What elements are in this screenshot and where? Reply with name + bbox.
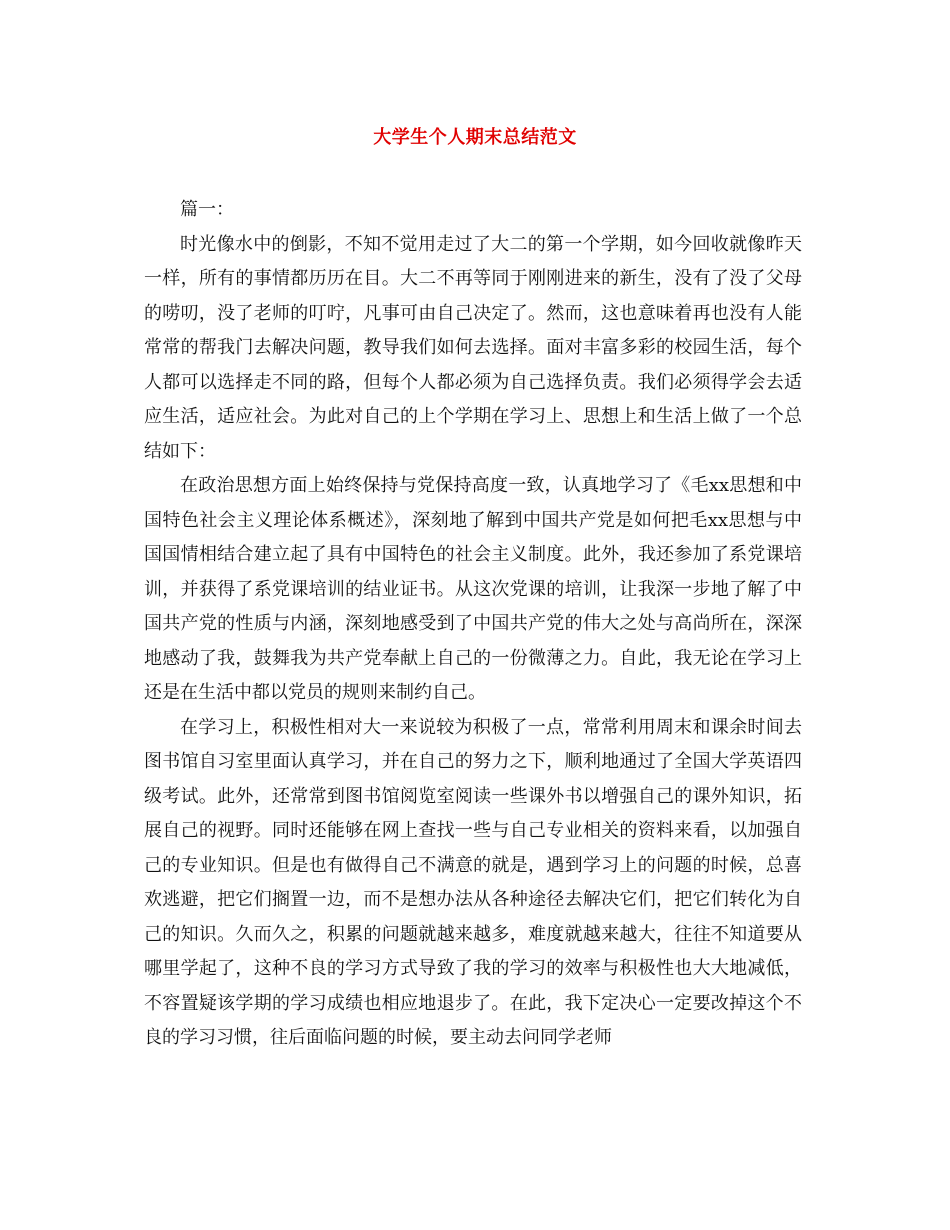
- document-title: 大学生个人期末总结范文: [373, 127, 577, 148]
- paragraph-3: 在学习上，积极性相对大一来说较为积极了一点，常常利用周末和课余时间去图书馆自习室里面认真学习，并在自己的努力之下，顺利地通过了全国大学英语四级考试。此外，还常常到图书馆阅览室阅读一些课外书以增强自己的课外知识，拓展自己的视野。同时还能够在网上查找一些与自己专业相关的资料来看，以加强自己的专业知识。但是也有做得自己不满意的就是，遇到学习上的问题的时候，总喜欢逃避，把它们搁置一边，而不是想办法从各种途径去解决它们，把它们转化为自己的知识。久而久之，积累的问题就越来越多，难度就越来越大，往往不知道要从哪里学起了，这种不良的学习方式导致了我的学习的效率与积极性也大大地减低，不容置疑该学期的学习成绩也相应地退步了。在此，我下定决心一定要改掉这个不良的学习习惯，往后面临问题的时候，要主动去问同学老师: [144, 716, 802, 1048]
- paragraph-1: 时光像水中的倒影，不知不觉用走过了大二的第一个学期，如今回收就像昨天一样，所有的事情都历历在目。大二不再等同于刚刚进来的新生，没有了没了父母的唠叨，没了老师的叮咛，凡事可由自己决定了。然而，这也意味着再也没有人能常常的帮我门去解决问题，教导我们如何去选择。面对丰富多彩的校园生活，每个人都可以选择走不同的路，但每个人都必须为自己选择负责。我们必须得学会去适应生活，适应社会。为此对自己的上个学期在学习上、思想上和生活上做了一个总结如下：: [144, 233, 802, 462]
- paragraph-2: 在政治思想方面上始终保持与党保持高度一致，认真地学习了《毛xx思想和中国特色社会主义理论体系概述》，深刻地了解到中国共产党是如何把毛xx思想与中国国情相结合建立起了具有中国特色的社会主义制度。此外，我还参加了系党课培训，并获得了系党课培训的结业证书。从这次党课的培训，让我深一步地了解了中国共产党的性质与内涵，深刻地感受到了中国共产党的伟大之处与高尚所在，深深地感动了我，鼓舞我为共产党奉献上自己的一份微薄之力。自此，我无论在学习上还是在生活中都以党员的规则来制约自己。: [144, 475, 802, 703]
- section-label: 篇一：: [180, 199, 234, 220]
- document-body: [144, 193, 802, 1056]
